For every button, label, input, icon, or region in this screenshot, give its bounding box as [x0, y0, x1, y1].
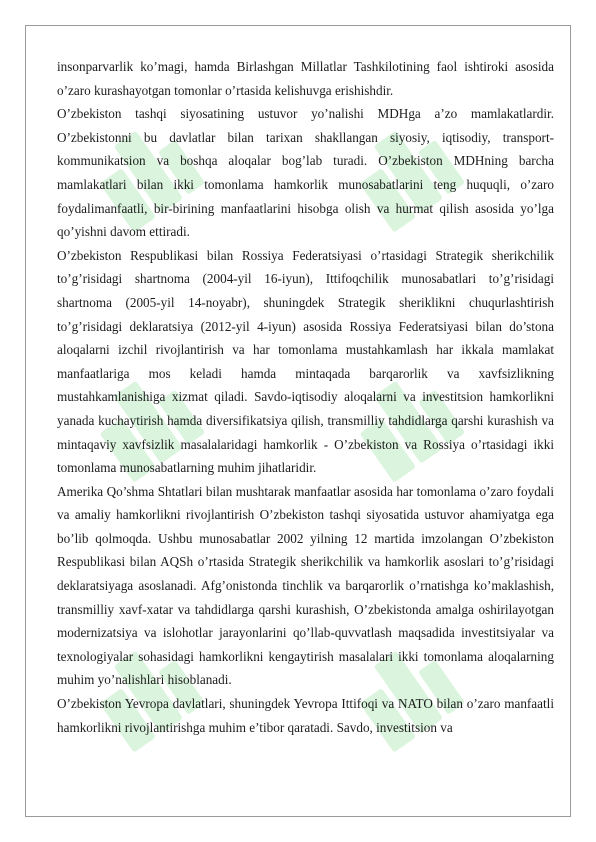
paragraph: O’zbekiston Yevropa davlatlari, shuningdek Yevropa Ittifoqi va NATO bilan o’zaro manfaatli hamkorlikni rivojlantirishga muhim e’tibor qaratadi. Savdo, investitsion va: [57, 696, 554, 735]
paragraph: O’zbekiston tashqi siyosatining ustuvor yo’nalishi MDHga a’zo mamlakatlardir. O’zbekistonni bu davlatlar bilan tarixan shakllangan siyosiy, iqtisodiy, transport-kommunikatsion va boshqa aloqalar bog’lab turadi. O’zbekiston MDHning barcha mamlakatlari bilan ikki tomonlama hamkorlik munosabatlarini teng huquqli, o’zaro foydalimanfaatli, bir-birining manfaatlarini hisobga olish va hurmat qilish asosida yo’lga qo’yishni davom ettiradi.: [57, 106, 554, 240]
paragraph: O’zbekiston Respublikasi bilan Rossiya Federatsiyasi o’rtasidagi Strategik sherikchilik to’g’risidagi shartnoma (2004-yil 16-iyun), Ittifoqchilik munosabatlari to’g’risidagi shartnoma (2005-yil 14-noyabr), shuningdek Strategik sheriklikni chuqurlashtirish to’g’risidagi deklaratsiya (2012-yil 4-iyun) asosida Rossiya Federatsiyasi bilan do’stona aloqalarni izchil rivojlantirish va har tomonlama mustahkamlash har ikkala mamlakat manfaatlariga mos keladi hamda mintaqada barqarorlik va xavfsizlikning mustahkamlanishiga xizmat qiladi. Savdo-iqtisodiy aloqalarni va investitsion hamkorlikni yanada kuchaytirish hamda diversifikatsiya qilish, transmilliy tahdidlarga qarshi kurashish va mintaqaviy xavfsizlik masalalaridagi hamkorlik - O’zbekiston va Rossiya o’rtasidagi ikki tomonlama munosabatlarning muhim jihatlaridir.: [57, 247, 554, 476]
paragraph: insonparvarlik ko’magi, hamda Birlashgan Millatlar Tashkilotining faol ishtiroki asosida o’zaro kurashayotgan tomonlar o’rtasida kelishuvga erishishdir.: [57, 59, 554, 98]
paragraph: Amerika Qo’shma Shtatlari bilan mushtarak manfaatlar asosida har tomonlama o’zaro foydali va amaliy hamkorlikni rivojlantirish O’zbekiston tashqi siyosatida ustuvor ahamiyatga ega bo’lib qolmoqda. Ushbu munosabatlar 2002 yilning 12 martida imzolangan O’zbekiston Respublikasi bilan AQSh o’rtasida Strategik sherikchilik va hamkorlik asoslari to’g’risidagi deklaratsiyaga asoslanadi. Afg’onistonda tinchlik va barqarorlik o’rnatishga ko’maklashish, transmilliy xavf-xatar va tahdidlarga qarshi kurashish, O’zbekistonda amalga oshirilayotgan modernizatsiya va islohotlar jarayonlarini qo’llab-quvvatlash maqsadida investitsiyalar va texnologiyalar sohasidagi hamkorlikni kengaytirish masalalari ikki tomonlama aloqalarning muhim yo’nalishlari hisoblanadi.: [57, 483, 554, 688]
document-body: [57, 55, 554, 739]
